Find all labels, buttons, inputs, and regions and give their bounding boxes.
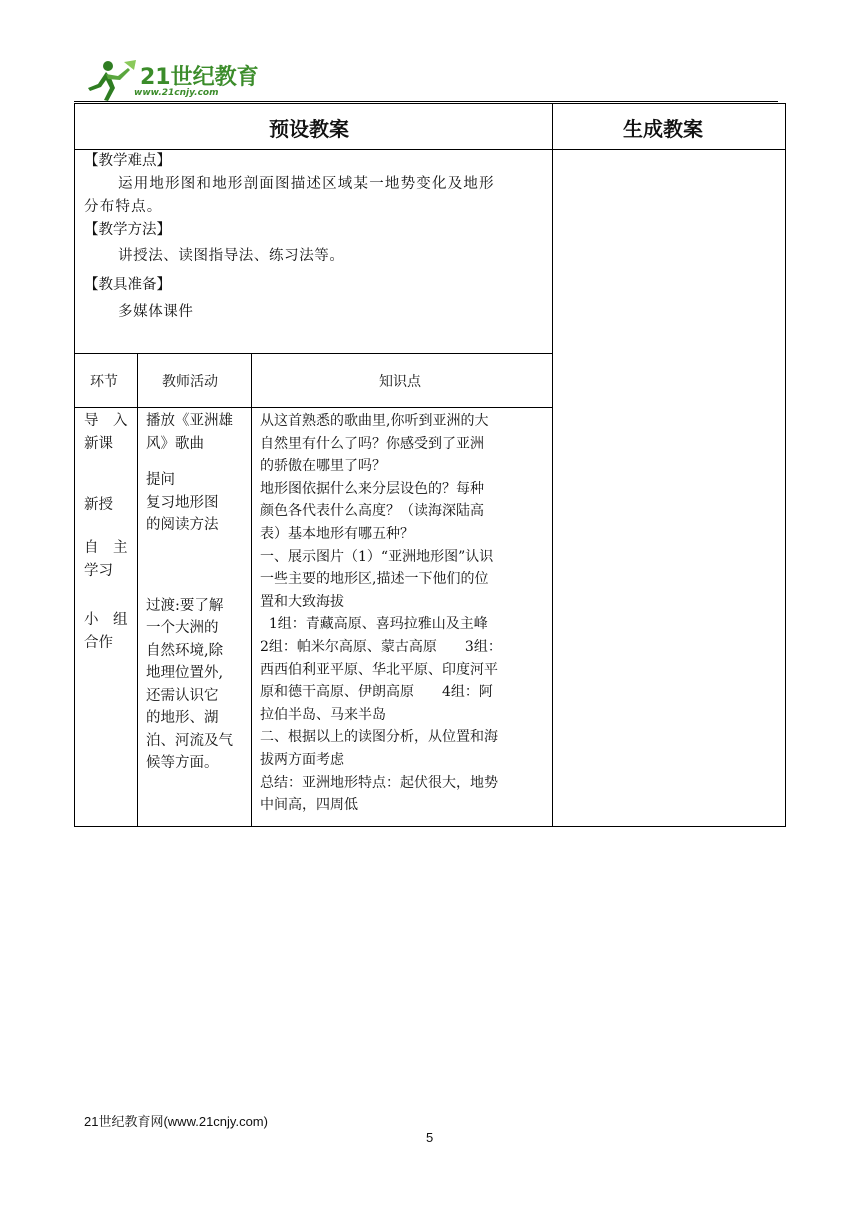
activity-line: 的地形、湖: [146, 710, 219, 726]
knowledge-line: 原和德干高原、伊朗高原 4组：阿: [260, 684, 493, 701]
generated-plan-heading: 生成教案: [623, 117, 703, 141]
column-divider: [552, 103, 553, 827]
subtable-col2-divider: [251, 353, 252, 827]
activity-column: [146, 410, 233, 775]
activity-line: 地理位置外,: [146, 665, 224, 681]
difficulty-heading: 【教学难点】: [84, 153, 171, 169]
runner-logo-icon: [84, 58, 138, 104]
stage-line: 导 入: [84, 413, 128, 429]
tools-heading: 【教具准备】: [84, 277, 171, 293]
knowledge-line: 的骄傲在哪里了吗？: [260, 458, 386, 475]
knowledge-line: 西西伯利亚平原、华北平原、印度河平: [260, 661, 498, 678]
stage-line: 小 组: [84, 612, 128, 628]
footer-source: 21世纪教育网(www.21cnjy.com): [84, 1114, 268, 1129]
table-border-bottom: [74, 826, 786, 827]
activity-line: 候等方面。: [146, 755, 219, 771]
stage-column: [84, 410, 128, 654]
method-heading: 【教学方法】: [84, 222, 171, 238]
activity-line: 的阅读方法: [146, 517, 219, 533]
knowledge-line: 2组：帕米尔高原、蒙古高原 3组：: [260, 638, 502, 655]
activity-line: 过渡:要了解: [146, 597, 224, 614]
knowledge-line: 从这首熟悉的歌曲里,你听到亚洲的大: [260, 413, 489, 429]
knowledge-line: 地形图依据什么来分层设色的？每种: [260, 480, 484, 497]
header-divider: [74, 101, 778, 102]
knowledge-line: 1组：青藏高原、喜玛拉雅山及主峰: [260, 616, 488, 633]
preset-plan-heading: 预设教案: [269, 117, 349, 141]
page-number: 5: [426, 1130, 434, 1145]
table-header-divider: [74, 149, 786, 150]
subtable-top: [74, 353, 553, 354]
subtable-header-divider: [74, 407, 553, 408]
activity-line: 播放《亚洲雄: [146, 413, 233, 429]
subtable-col1-divider: [137, 353, 138, 827]
activity-line: 还需认识它: [146, 687, 219, 704]
activity-line: 一个大洲的: [146, 620, 219, 636]
stage-line: 自 主: [84, 540, 128, 556]
tools-text: 多媒体课件: [118, 304, 194, 320]
knowledge-column: [260, 410, 502, 817]
subheader-teacher-activity: 教师活动: [162, 374, 218, 390]
brand-text: 21世纪教育: [140, 65, 259, 90]
difficulty-line-1: 运用地形图和地形剖面图描述区域某一地势变化及地形: [118, 176, 495, 192]
stage-line: 合作: [84, 634, 113, 651]
method-text: 讲授法、读图指导法、练习法等。: [118, 248, 345, 264]
stage-line: 学习: [84, 562, 113, 579]
activity-line: 复习地形图: [146, 494, 219, 511]
stage-line: 新授: [84, 497, 113, 513]
activity-line: 风》歌曲: [146, 435, 204, 452]
knowledge-line: 一、展示图片（1）“亚洲地形图”认识: [260, 548, 494, 565]
knowledge-line: 表）基本地形有哪五种？: [260, 525, 414, 542]
site-logo: [84, 58, 264, 104]
knowledge-line: 一些主要的地形区,描述一下他们的位: [260, 571, 489, 588]
activity-line: 提问: [146, 472, 175, 488]
stage-line: 新课: [84, 435, 113, 452]
activity-line: 自然环境,除: [146, 642, 224, 659]
knowledge-line: 拔两方面考虑: [260, 751, 344, 768]
knowledge-line: 拉伯半岛、马来半岛: [260, 706, 386, 723]
subheader-stage: 环节: [90, 374, 118, 390]
table-border-top: [74, 103, 786, 104]
knowledge-line: 自然里有什么了吗？你感受到了亚洲: [260, 435, 484, 452]
knowledge-line: 总结：亚洲地形特点：起伏很大，地势: [260, 774, 498, 791]
difficulty-line-2: 分布特点。: [84, 199, 163, 215]
table-border-right: [785, 103, 786, 827]
knowledge-line: 颜色各代表什么高度？（读海深陆高: [260, 503, 484, 520]
table-border-left: [74, 103, 75, 827]
knowledge-line: 置和大致海拔: [260, 593, 344, 610]
brand-url: www.21cnjy.com: [134, 88, 219, 98]
subheader-knowledge: 知识点: [379, 374, 421, 390]
knowledge-line: 二、根据以上的读图分析，从位置和海: [260, 729, 498, 746]
activity-line: 泊、河流及气: [146, 732, 233, 749]
knowledge-line: 中间高，四周低: [260, 797, 358, 814]
